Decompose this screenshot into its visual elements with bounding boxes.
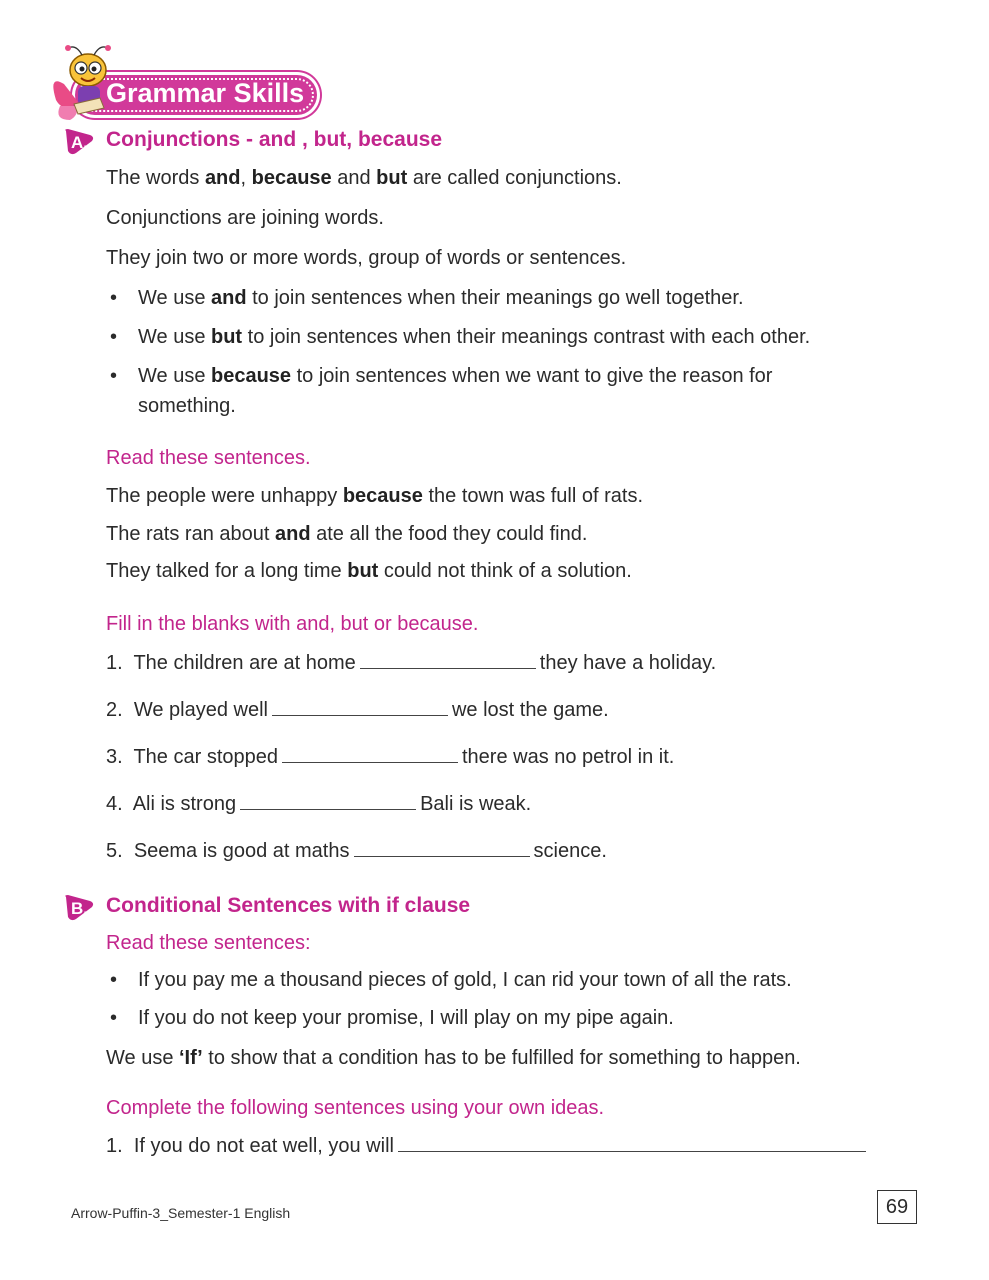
intro-paragraph-3: They join two or more words, group of words or sentences. [106, 247, 627, 269]
section-b-read-heading: Read these sentences: [106, 932, 311, 954]
section-a-badge-icon [62, 127, 96, 155]
condition-sentence-1: If you pay me a thousand pieces of gold, I can rid your town of all the rats. [138, 969, 792, 991]
complete-sentences-heading: Complete the following sentences using your own ideas. [106, 1097, 605, 1119]
bullet-dot: • [110, 969, 118, 991]
bullet-dot: • [110, 1007, 118, 1029]
fill-blanks-heading: Fill in the blanks with and, but or because. [106, 613, 479, 635]
complete-item-1: 1. If you do not eat well, you will [106, 1133, 870, 1159]
intro-paragraph-1: The words and, because and but are called conjunctions. [106, 167, 622, 189]
condition-sentence-2: If you do not keep your promise, I will play on my pipe again. [138, 1007, 674, 1029]
fill-item-2: 2. We played well we lost the game. [106, 699, 609, 721]
butterfly-mascot-icon [50, 44, 120, 124]
answer-blank[interactable] [240, 791, 416, 810]
bullet-and: We use and to join sentences when their meanings go well together. [138, 287, 744, 309]
bullet-but: We use but to join sentences when their meanings contrast with each other. [138, 326, 811, 348]
bullet-because: We use because to join sentences when we want to give the reason for [138, 365, 773, 387]
banner-title: Grammar Skills [106, 78, 305, 108]
answer-blank[interactable] [360, 650, 536, 669]
fill-item-3: 3. The car stopped there was no petrol in it. [106, 746, 675, 768]
example-sentence-3: They talked for a long time but could not think of a solution. [106, 560, 632, 582]
intro-paragraph-2: Conjunctions are joining words. [106, 207, 384, 229]
fill-item-1: 1. The children are at home they have a holiday. [106, 652, 717, 674]
answer-blank[interactable] [354, 838, 530, 857]
bullet-because-line2: something. [138, 395, 236, 417]
bullet-dot: • [110, 326, 118, 348]
answer-blank[interactable] [282, 744, 458, 763]
footer-book-title: Arrow-Puffin-3_Semester-1 English [71, 1205, 291, 1221]
section-b-heading: Conditional Sentences with if clause [106, 894, 471, 917]
read-sentences-heading: Read these sentences. [106, 447, 311, 469]
answer-blank[interactable] [272, 697, 448, 716]
fill-item-4: 4. Ali is strong Bali is weak. [106, 793, 532, 815]
example-sentence-2: The rats ran about and ate all the food they could find. [106, 523, 588, 545]
fill-item-5: 5. Seema is good at maths science. [106, 840, 607, 862]
bullet-dot: • [110, 287, 118, 309]
example-sentence-1: The people were unhappy because the town was full of rats. [106, 485, 644, 507]
svg-text:B.: B. [71, 899, 88, 918]
section-a-heading: Conjunctions - and , but, because [106, 128, 443, 151]
answer-blank[interactable] [398, 1133, 866, 1152]
section-b-badge-icon [62, 893, 96, 921]
page-number: 69 [877, 1190, 917, 1224]
if-usage-note: We use ‘If’ to show that a condition has to be fulfilled for something to happen. [106, 1047, 801, 1069]
svg-text:A.: A. [71, 133, 88, 152]
bullet-dot: • [110, 365, 118, 387]
